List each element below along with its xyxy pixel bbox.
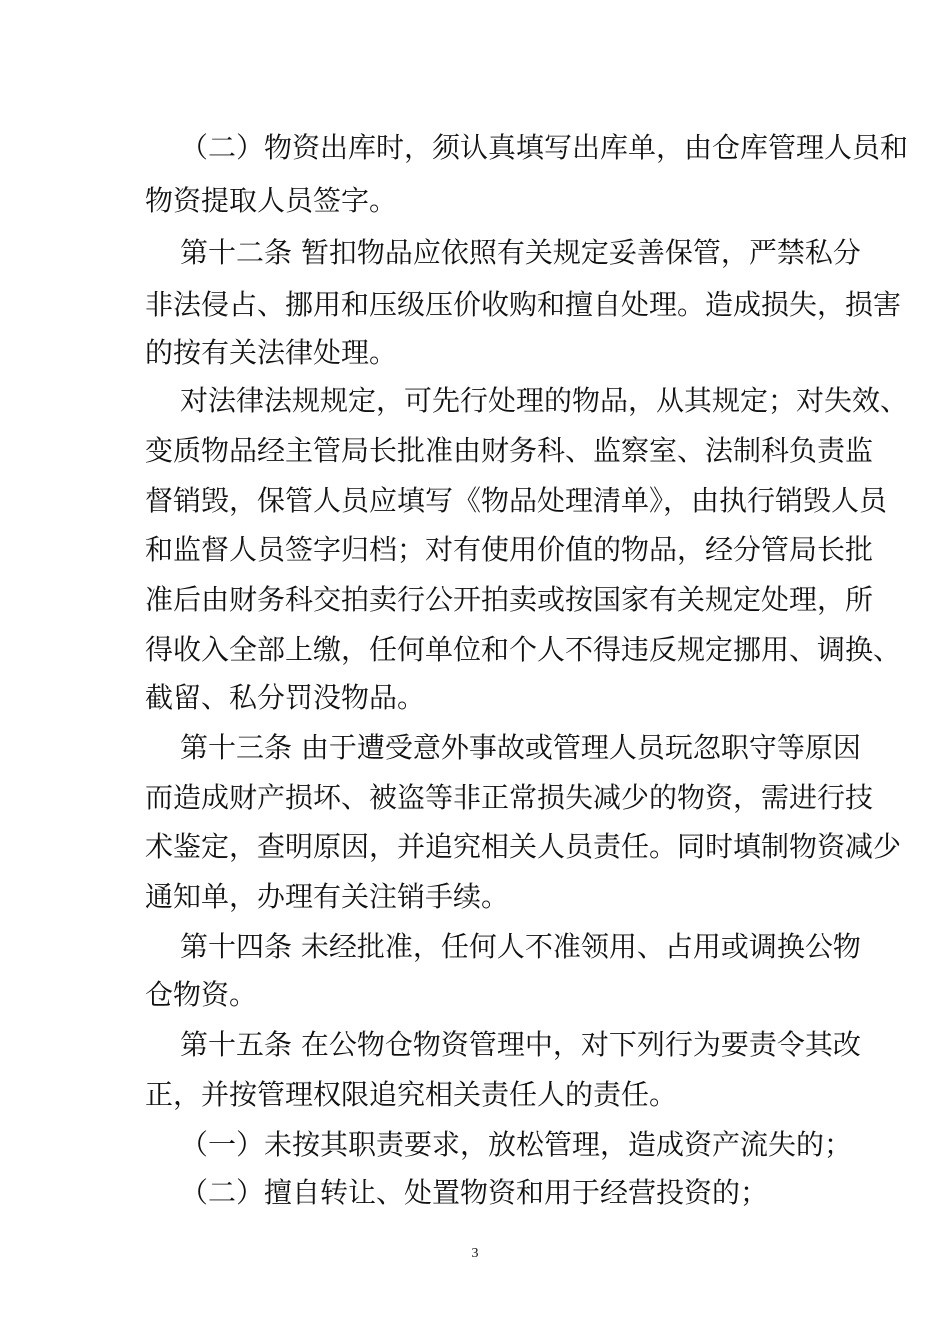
line-text: 术鉴定，查明原因，并追究相关人员责任。同时填制物资减少	[145, 830, 902, 863]
line-text: （二）擅自转让、处置物资和用于经营投资的；	[180, 1176, 769, 1209]
line-text: 而造成财产损坏、被盗等非正常损失减少的物资，需进行技	[145, 781, 874, 814]
line-text: 第十二条 暂扣物品应依照有关规定妥善保管，严禁私分	[180, 236, 861, 269]
line-text: （一）未按其职责要求，放松管理，造成资产流失的；	[180, 1128, 853, 1161]
line-text: 截留、私分罚没物品。	[145, 681, 426, 714]
line-text: 和监督人员签字归档；对有使用价值的物品，经分管局长批	[145, 533, 874, 566]
line-text: 第十四条 未经批准，任何人不准领用、占用或调换公物	[180, 930, 861, 963]
line-text: 督销毁，保管人员应填写《物品处理清单》，由执行销毁人员	[145, 484, 888, 517]
line-text: 得收入全部上缴，任何单位和个人不得违反规定挪用、调换、	[145, 633, 902, 666]
line-text: 通知单，办理有关注销手续。	[145, 880, 510, 913]
line-text: 第十三条 由于遭受意外事故或管理人员玩忽职守等原因	[180, 731, 861, 764]
line-text: （二）物资出库时，须认真填写出库单，由仓库管理人员和	[180, 131, 909, 164]
line-text: 对法律法规规定，可先行处理的物品，从其规定；对失效、	[180, 384, 909, 417]
page-number: 3	[471, 1246, 479, 1261]
line-text: 正，并按管理权限追究相关责任人的责任。	[145, 1078, 678, 1111]
line-text: 变质物品经主管局长批准由财务科、监察室、法制科负责监	[145, 434, 874, 467]
line-text: 准后由财务科交拍卖行公开拍卖或按国家有关规定处理，所	[145, 583, 874, 616]
line-text: 仓物资。	[145, 978, 258, 1011]
line-text: 第十五条 在公物仓物资管理中，对下列行为要责令其改	[180, 1028, 861, 1061]
line-text: 非法侵占、挪用和压级压价收购和擅自处理。造成损失，损害	[145, 288, 902, 321]
line-text: 的按有关法律处理。	[145, 336, 398, 369]
line-text: 物资提取人员签字。	[145, 184, 398, 217]
